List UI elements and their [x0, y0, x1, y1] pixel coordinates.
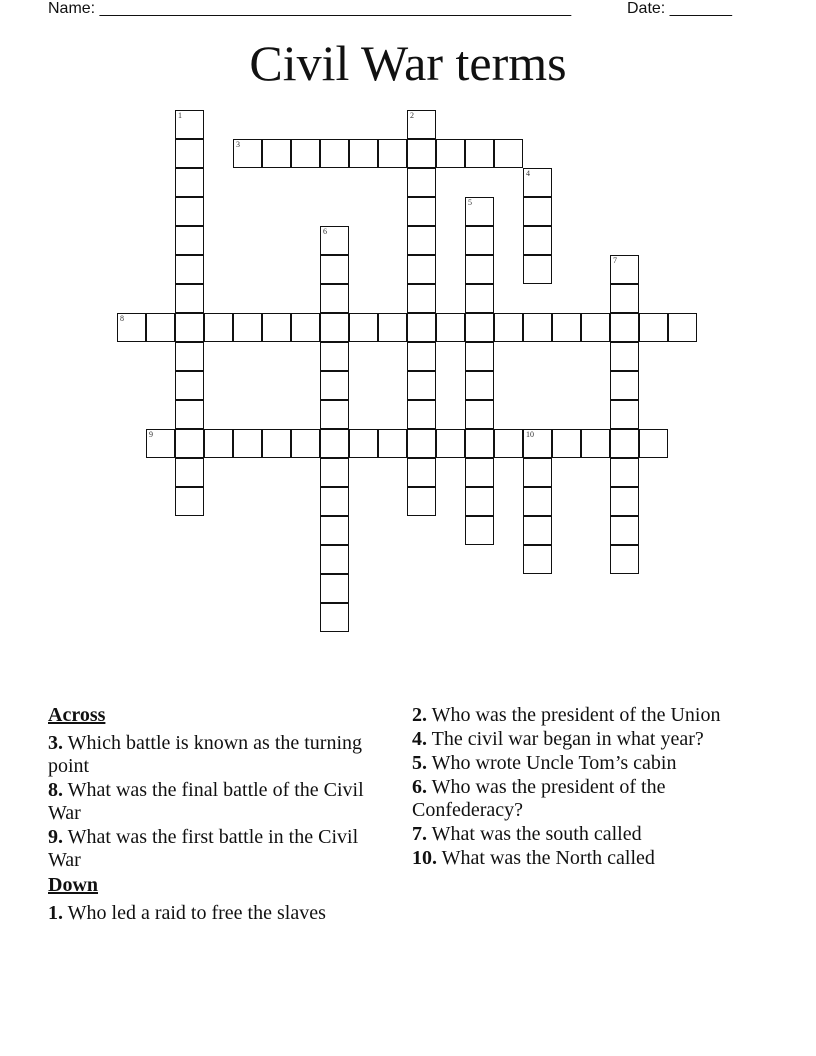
clue-down-2 [412, 704, 752, 727]
grid-cell[interactable] [523, 545, 552, 574]
grid-cell[interactable] [175, 429, 204, 458]
clue-text: Who was the president of the Union [431, 704, 721, 726]
grid-cell[interactable] [407, 226, 436, 255]
clue-number: 5. [412, 752, 427, 774]
clue-down-10 [412, 847, 752, 870]
clue-text: Who was the president of the Confederacy? [412, 776, 666, 821]
grid-cell[interactable] [494, 139, 523, 168]
grid-cell[interactable] [610, 313, 639, 342]
cell-number: 6 [323, 227, 327, 236]
grid-cell[interactable] [175, 255, 204, 284]
grid-cell[interactable] [175, 342, 204, 371]
grid-cell[interactable] [291, 139, 320, 168]
grid-cell[interactable] [610, 255, 639, 284]
clue-down-1 [48, 902, 388, 925]
grid-cell[interactable] [610, 284, 639, 313]
grid-cell[interactable] [146, 313, 175, 342]
grid-cell[interactable] [407, 284, 436, 313]
grid-cell[interactable] [581, 313, 610, 342]
grid-cell[interactable] [262, 313, 291, 342]
grid-cell[interactable] [494, 429, 523, 458]
grid-cell[interactable] [407, 487, 436, 516]
grid-cell[interactable] [407, 110, 436, 139]
grid-cell[interactable] [320, 429, 349, 458]
grid-cell[interactable] [581, 429, 610, 458]
grid-cell[interactable] [378, 429, 407, 458]
grid-cell[interactable] [204, 313, 233, 342]
grid-cell[interactable] [320, 371, 349, 400]
grid-cell[interactable] [523, 313, 552, 342]
grid-cell[interactable] [349, 313, 378, 342]
grid-cell[interactable] [320, 516, 349, 545]
grid-cell[interactable] [320, 545, 349, 574]
grid-cell[interactable] [320, 458, 349, 487]
clue-number: 6. [412, 776, 427, 798]
grid-cell[interactable] [175, 284, 204, 313]
grid-cell[interactable] [262, 139, 291, 168]
grid-cell[interactable] [175, 371, 204, 400]
clue-across-3 [48, 732, 388, 778]
clue-down-7 [412, 823, 752, 846]
grid-cell[interactable] [465, 516, 494, 545]
grid-cell[interactable] [320, 226, 349, 255]
clue-number: 2. [412, 704, 427, 726]
grid-cell[interactable] [407, 342, 436, 371]
clue-number: 1. [48, 902, 63, 924]
grid-cell[interactable] [494, 313, 523, 342]
grid-cell[interactable] [523, 197, 552, 226]
cell-number: 8 [120, 314, 124, 323]
page-title: Civil War terms [249, 35, 567, 91]
down-heading: Down [48, 874, 99, 896]
grid-cell[interactable] [320, 284, 349, 313]
grid-cell[interactable] [320, 313, 349, 342]
cell-number: 7 [613, 256, 617, 265]
grid-cell[interactable] [610, 516, 639, 545]
grid-cell[interactable] [175, 487, 204, 516]
clue-text: Who wrote Uncle Tom’s cabin [431, 752, 677, 774]
grid-cell[interactable] [610, 487, 639, 516]
grid-cell[interactable] [610, 458, 639, 487]
grid-cell[interactable] [610, 400, 639, 429]
grid-cell[interactable] [175, 110, 204, 139]
grid-cell[interactable] [175, 400, 204, 429]
grid-cell[interactable] [639, 429, 668, 458]
grid-cell[interactable] [465, 284, 494, 313]
clue-down-4 [412, 728, 752, 751]
cell-number: 1 [178, 111, 182, 120]
grid-cell[interactable] [610, 371, 639, 400]
grid-cell[interactable] [465, 139, 494, 168]
grid-cell[interactable] [407, 168, 436, 197]
grid-cell[interactable] [465, 226, 494, 255]
grid-cell[interactable] [378, 313, 407, 342]
cell-number: 2 [410, 111, 414, 120]
clue-across-9 [48, 826, 388, 872]
clue-text: What was the first battle in the Civil War [48, 826, 359, 871]
clues-left-column [48, 704, 388, 926]
grid-cell[interactable] [523, 429, 552, 458]
grid-cell[interactable] [175, 226, 204, 255]
grid-cell[interactable] [523, 226, 552, 255]
name-label: Name: [48, 0, 96, 17]
grid-cell[interactable] [233, 139, 262, 168]
cell-number: 4 [526, 169, 530, 178]
grid-cell[interactable] [233, 313, 262, 342]
clue-down-5 [412, 752, 752, 775]
cell-number: 5 [468, 198, 472, 207]
grid-cell[interactable] [465, 458, 494, 487]
grid-cell[interactable] [175, 139, 204, 168]
clue-number: 8. [48, 779, 63, 801]
grid-cell[interactable] [465, 371, 494, 400]
grid-cell[interactable] [610, 429, 639, 458]
grid-cell[interactable] [436, 139, 465, 168]
grid-cell[interactable] [407, 400, 436, 429]
clue-number: 3. [48, 732, 63, 754]
grid-cell[interactable] [320, 255, 349, 284]
grid-cell[interactable] [610, 342, 639, 371]
grid-cell[interactable] [465, 255, 494, 284]
grid-cell[interactable] [320, 400, 349, 429]
grid-cell[interactable] [465, 429, 494, 458]
grid-cell[interactable] [349, 429, 378, 458]
clue-text: Who led a raid to free the slaves [67, 902, 326, 924]
cell-number: 3 [236, 140, 240, 149]
grid-cell[interactable] [175, 458, 204, 487]
grid-cell[interactable] [407, 313, 436, 342]
grid-cell[interactable] [668, 313, 697, 342]
grid-cell[interactable] [175, 168, 204, 197]
grid-cell[interactable] [523, 168, 552, 197]
grid-cell[interactable] [407, 371, 436, 400]
grid-cell[interactable] [233, 429, 262, 458]
clue-across-8 [48, 779, 388, 825]
grid-cell[interactable] [407, 139, 436, 168]
grid-cell[interactable] [291, 313, 320, 342]
grid-cell[interactable] [349, 139, 378, 168]
grid-cell[interactable] [610, 545, 639, 574]
grid-cell[interactable] [407, 429, 436, 458]
grid-cell[interactable] [407, 197, 436, 226]
grid-cell[interactable] [436, 429, 465, 458]
grid-cell[interactable] [320, 487, 349, 516]
grid-cell[interactable] [465, 197, 494, 226]
clue-text: Which battle is known as the turning point [48, 732, 363, 777]
clue-number: 10. [412, 847, 437, 869]
clue-number: 7. [412, 823, 427, 845]
grid-cell[interactable] [146, 429, 175, 458]
grid-cell[interactable] [523, 516, 552, 545]
grid-cell[interactable] [175, 197, 204, 226]
grid-cell[interactable] [523, 487, 552, 516]
grid-cell[interactable] [465, 400, 494, 429]
grid-cell[interactable] [407, 255, 436, 284]
cell-number: 10 [526, 430, 534, 439]
clue-number: 9. [48, 826, 63, 848]
grid-cell[interactable] [204, 429, 233, 458]
name-blank[interactable]: _____________________________________________________ [99, 0, 572, 17]
clue-down-6 [412, 776, 752, 822]
cell-number: 9 [149, 430, 153, 439]
date-blank[interactable]: _______ [669, 0, 732, 17]
grid-cell[interactable] [320, 603, 349, 632]
across-heading: Across [48, 704, 106, 726]
grid-cell[interactable] [262, 429, 291, 458]
clue-text: What was the final battle of the Civil War [48, 779, 364, 824]
clues-right-column [412, 704, 752, 871]
clue-text: The civil war began in what year? [431, 728, 704, 750]
grid-cell[interactable] [523, 458, 552, 487]
clue-number: 4. [412, 728, 427, 750]
grid-cell[interactable] [378, 139, 407, 168]
grid-cell[interactable] [639, 313, 668, 342]
grid-cell[interactable] [465, 342, 494, 371]
clue-text: What was the North called [441, 847, 655, 869]
grid-cell[interactable] [465, 487, 494, 516]
grid-cell[interactable] [291, 429, 320, 458]
grid-cell[interactable] [320, 139, 349, 168]
grid-cell[interactable] [552, 313, 581, 342]
grid-cell[interactable] [552, 429, 581, 458]
grid-cell[interactable] [436, 313, 465, 342]
grid-cell[interactable] [117, 313, 146, 342]
grid-cell[interactable] [523, 255, 552, 284]
date-label: Date: [627, 0, 666, 17]
grid-cell[interactable] [175, 313, 204, 342]
grid-cell[interactable] [320, 342, 349, 371]
grid-cell[interactable] [465, 313, 494, 342]
grid-cell[interactable] [407, 458, 436, 487]
grid-cell[interactable] [320, 574, 349, 603]
clue-text: What was the south called [431, 823, 642, 845]
